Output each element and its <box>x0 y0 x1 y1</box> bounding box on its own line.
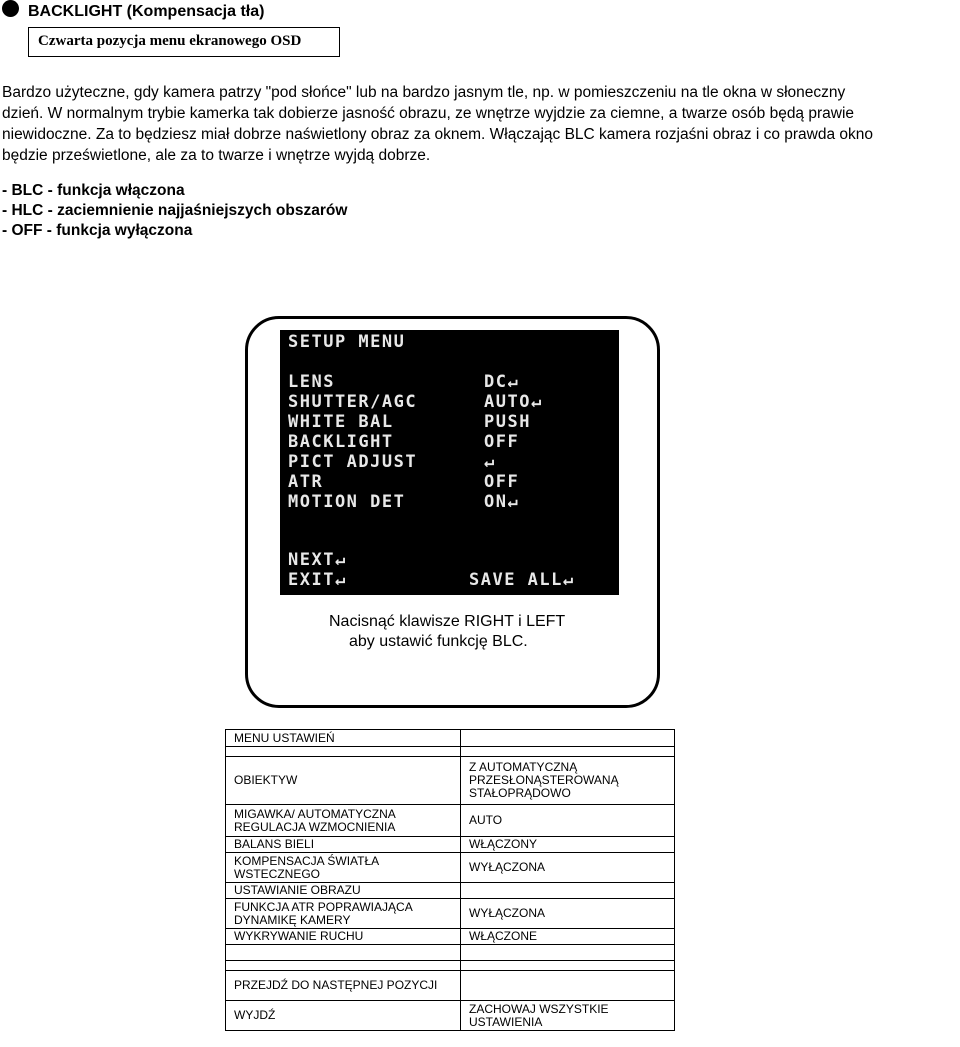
table-row <box>226 1001 675 1031</box>
description-paragraph <box>2 82 960 166</box>
osd-item-value: OFF <box>484 472 520 492</box>
osd-item-label: SHUTTER/AGC <box>288 392 418 412</box>
option-off: - OFF - funkcja wyłączona <box>2 222 193 239</box>
caption-line: Nacisnąć klawisze RIGHT i LEFT <box>329 613 566 630</box>
table-spacer-cell <box>226 961 461 971</box>
table-cell: USTAWIANIE OBRAZU <box>226 883 461 899</box>
table-cell: OBIEKTYW <box>226 757 461 805</box>
table-cell: ZACHOWAJ WSZYSTKIE USTAWIENIA <box>461 1001 675 1031</box>
paragraph-line: będzie prześwietlone, ale za to twarze i wnętrze wyjdą dobrze. <box>2 147 431 164</box>
bullet-icon <box>2 0 19 17</box>
table-cell: AUTO <box>461 805 675 837</box>
osd-item-label: MOTION DET <box>288 492 406 512</box>
table-cell <box>461 971 675 1001</box>
table-cell: WŁĄCZONY <box>461 837 675 853</box>
table-row <box>226 837 675 853</box>
osd-save-all: SAVE ALL↵ <box>469 570 575 590</box>
table-row <box>226 971 675 1001</box>
paragraph-line: Bardzo użyteczne, gdy kamera patrzy "pod słońce" lub na bardzo jasnym tle, np. w pomieszczeniu na tle okna w słoneczny <box>2 84 846 101</box>
osd-item-label: LENS <box>288 372 335 392</box>
osd-next: NEXT↵ <box>288 550 347 570</box>
option-blc: - BLC - funkcja włączona <box>2 182 185 199</box>
table-cell: WYŁĄCZONA <box>461 853 675 883</box>
paragraph-line: niewidoczne. Za to będziesz miał dobrze naświetlony obraz za oknem. Włączając BLC kamera rozjaśni obraz i co prawda okno <box>2 126 873 143</box>
table-row <box>226 757 675 805</box>
caption-line: aby ustawić funkcję BLC. <box>349 633 528 650</box>
osd-item-label: BACKLIGHT <box>288 432 394 452</box>
table-row <box>226 929 675 945</box>
option-hlc: - HLC - zaciemnienie najjaśniejszych obszarów <box>2 202 348 219</box>
table-cell: BALANS BIELI <box>226 837 461 853</box>
table-cell: FUNKCJA ATR POPRAWIAJĄCA DYNAMIKĘ KAMERY <box>226 899 461 929</box>
osd-item-label: WHITE BAL <box>288 412 394 432</box>
osd-item-value: ON↵ <box>484 492 520 512</box>
table-cell: WŁĄCZONE <box>461 929 675 945</box>
table-cell: WYJDŹ <box>226 1001 461 1031</box>
table-row <box>226 853 675 883</box>
table-row <box>226 730 675 747</box>
osd-item-value: DC↵ <box>484 372 520 392</box>
osd-item-value: PUSH <box>484 412 531 432</box>
table-row <box>226 805 675 837</box>
table-spacer-cell <box>226 747 461 757</box>
table-row <box>226 883 675 899</box>
table-header-cell <box>461 730 675 747</box>
table-spacer-cell <box>461 747 675 757</box>
table-cell: PRZEJDŹ DO NASTĘPNEJ POZYCJI <box>226 971 461 1001</box>
table-cell: KOMPENSACJA ŚWIATŁA WSTECZNEGO <box>226 853 461 883</box>
table-cell: Z AUTOMATYCZNĄ PRZESŁONĄSTEROWANĄ STAŁOPRĄDOWO <box>461 757 675 805</box>
osd-item-value: OFF <box>484 432 520 452</box>
table-cell <box>226 945 461 961</box>
paragraph-line: dzień. W normalnym trybie kamerka tak dobierze jasność obrazu, ze wnętrze wyjdzie za ciemne, a twarze osób będą prawie <box>2 105 855 122</box>
osd-item-label: ATR <box>288 472 324 492</box>
table-header-cell: MENU USTAWIEŃ <box>226 730 461 747</box>
osd-exit: EXIT↵ <box>288 570 347 590</box>
table-spacer-cell <box>461 961 675 971</box>
section-heading: BACKLIGHT (Kompensacja tła) <box>28 3 265 20</box>
table-row <box>226 899 675 929</box>
osd-item-value: ↵ <box>484 452 496 472</box>
osd-item-value: AUTO↵ <box>484 392 543 412</box>
table-cell: WYŁĄCZONA <box>461 899 675 929</box>
osd-item-label: PICT ADJUST <box>288 452 418 472</box>
option-list <box>2 181 347 241</box>
osd-title: SETUP MENU <box>288 332 406 352</box>
table-row <box>226 945 675 961</box>
table-cell: MIGAWKA/ AUTOMATYCZNA REGULACJA WZMOCNIENIA <box>226 805 461 837</box>
table-cell: WYKRYWANIE RUCHU <box>226 929 461 945</box>
menu-table <box>225 729 675 1031</box>
osd-screen <box>280 330 619 595</box>
table-cell <box>461 883 675 899</box>
table-cell <box>461 945 675 961</box>
section-subtitle: Czwarta pozycja menu ekranowego OSD <box>28 27 340 57</box>
